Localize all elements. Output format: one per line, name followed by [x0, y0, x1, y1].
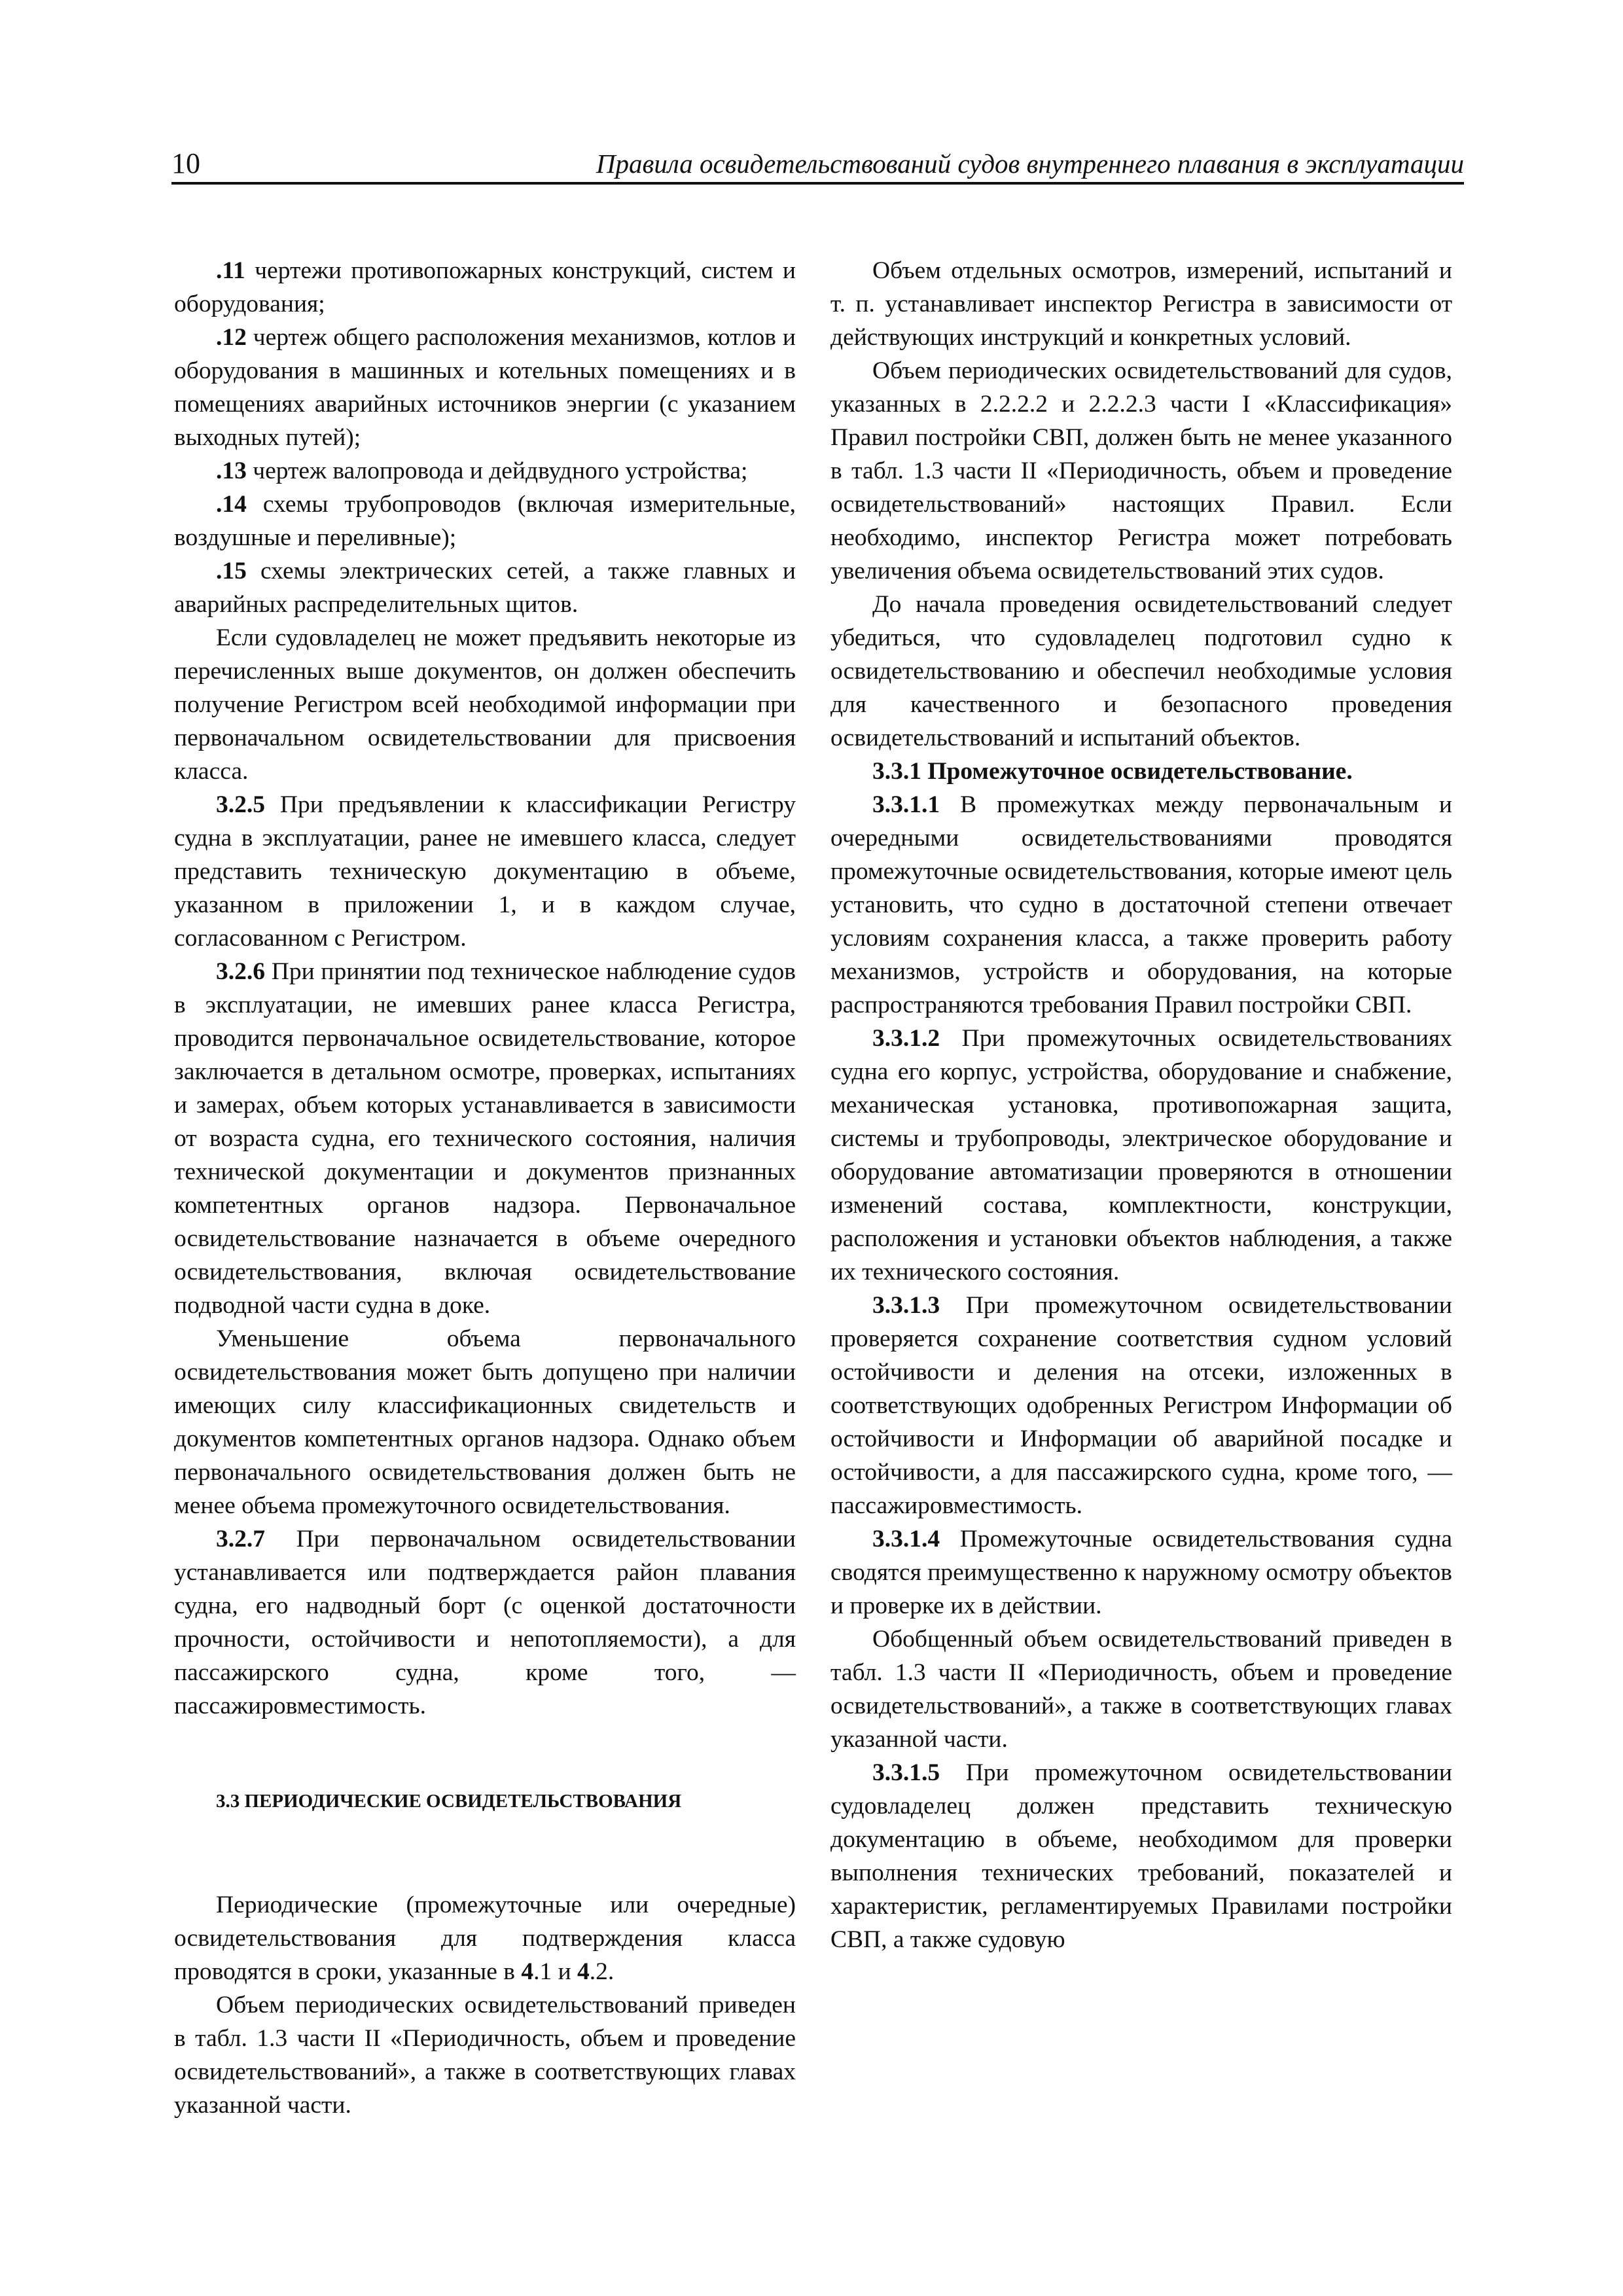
paragraph — [174, 554, 796, 621]
item-number: .12 — [216, 324, 247, 351]
paragraph: Объем отдельных осмотров, измерений, испытаний и т. п. устанавливает инспектор Регистра в зависимости от действующих инструкций и конкретных условий. — [830, 257, 1452, 351]
paragraph-text: При предъявлении к классификации Регистру судна в эксплуатации, ранее не имевшего класса, следует представить техническую документацию в объеме, указанном в приложении 1, и в каждом случае, согласованном с Регистром. — [174, 791, 796, 952]
paragraph — [174, 955, 796, 1322]
paragraph-text: чертежи противопожарных конструкций, систем и оборудования; — [174, 257, 796, 317]
paragraph — [830, 1522, 1452, 1623]
section-heading: 3.3 ПЕРИОДИЧЕСКИЕ ОСВИДЕТЕЛЬСТВОВАНИЯ — [216, 1791, 682, 1812]
paragraph: До начала проведения освидетельствований следует убедиться, что судовладелец подготовил судно к освидетельствованию и обеспечил необходимые условия для качественного и безопасного проведения освидетельствований и испытаний объектов. — [830, 591, 1452, 751]
paragraph — [174, 488, 796, 554]
paragraph-text: При промежуточном освидетельствовании судовладелец должен представить техническую документацию в объеме, необходимом для проверки выполнения технических требований, показателей и характеристик, регламентируемых Правилами постройки СВП, а также судовую — [830, 1759, 1452, 1953]
paragraph — [174, 788, 796, 955]
paragraph — [830, 788, 1452, 1022]
section-reference: 4 — [521, 1958, 534, 1985]
paragraph-text: В промежутках между первоначальным и очередными освидетельствованиями проводятся промежуточные освидетельствования, которые имеют цель установить, что судно в достаточной степени отвечает условиям сохранения класса, а также проверить работу механизмов, устройств и оборудования, на которые распространяются требования Правил постройки СВП. — [830, 791, 1452, 1018]
paragraph-text: При промежуточном освидетельствовании проверяется сохранение соответствия судном условий остойчивости и деления на отсеки, изложенных в соответствующих одобренных Регистром Информации об остойчивости и Информации об аварийной посадке и остойчивости, а для пассажирского судна, кроме того, — пассажировместимость. — [830, 1292, 1452, 1519]
page-header — [171, 145, 1464, 185]
running-title: Правила освидетельствований судов внутреннего плавания в эксплуатации — [596, 149, 1464, 179]
clause-number: 3.3.1.2 — [872, 1025, 940, 1052]
paragraph-text: схемы электрических сетей, а также главных и аварийных распределительных щитов. — [174, 558, 796, 618]
paragraph — [174, 454, 796, 488]
subsection-title: 3.3.1 Промежуточное освидетельствование. — [872, 758, 1353, 785]
paragraph — [830, 1289, 1452, 1522]
item-number: .14 — [216, 491, 247, 518]
paragraph-text: .1 и — [533, 1958, 578, 1985]
paragraph — [830, 1756, 1452, 1956]
paragraph — [830, 1022, 1452, 1289]
item-number: .13 — [216, 457, 247, 484]
paragraph — [174, 1522, 796, 1723]
paragraph-text: Периодические (промежуточные или очередные) освидетельствования для подтверждения класса проводятся в сроки, указанные в — [174, 1892, 796, 1985]
paragraph — [174, 1888, 796, 1988]
paragraph-text: чертеж валопровода и дейдвудного устройства; — [246, 457, 748, 484]
clause-number: 3.3.1.1 — [872, 791, 940, 818]
item-number: .15 — [216, 558, 247, 584]
paragraph: Уменьшение объема первоначального освидетельствования может быть допущено при наличии имеющих силу классификационных свидетельств и документов компетентных органов надзора. Однако объем первоначального освидетельствования должен быть не менее объема промежуточного освидетельствования. — [174, 1325, 796, 1519]
paragraph: Объем периодических освидетельствований приведен в табл. 1.3 части II «Периодичность, объем и проведение освидетельствований», а также в соответствующих главах указанной части. — [174, 1992, 796, 2119]
clause-number: 3.3.1.5 — [872, 1759, 940, 1786]
paragraph-text: схемы трубопроводов (включая измерительные, воздушные и переливные); — [174, 491, 796, 551]
paragraph-text: При первоначальном освидетельствовании устанавливается или подтверждается район плавания судна, его надводный борт (с оценкой достаточности прочности, остойчивости и непотопляемости), а для пассажирского судна, кроме того, — пассажировместимость. — [174, 1526, 796, 1719]
item-number: .11 — [216, 257, 245, 284]
paragraph-text: При принятии под техническое наблюдение судов в эксплуатации, не имевших ранее класса Регистра, проводится первоначальное освидетельствование, которое заключается в детальном осмотре, проверках, испытаниях и замерах, объем которых устанавливается в зависимости от возраста судна, его технического состояния, наличия технической документации и документов признанных компетентных органов надзора. Первоначальное освидетельствование назначается в объеме очередного освидетельствования, включая освидетельствование подводной части судна в доке. — [174, 958, 796, 1319]
paragraph-text: Промежуточные освидетельствования судна сводятся преимущественно к наружному осмотру объектов и проверке их в действии. — [830, 1526, 1452, 1619]
clause-number: 3.3.1.4 — [872, 1526, 940, 1552]
paragraph: Объем периодических освидетельствований для судов, указанных в 2.2.2.2 и 2.2.2.3 части I «Классификация» Правил постройки СВП, должен быть не менее указанного в табл. 1.3 части II «Периодичность, объем и проведение освидетельствований» настоящих Правил. Если необходимо, инспектор Регистра может потребовать увеличения объема освидетельствований этих судов. — [830, 357, 1452, 584]
clause-number: 3.2.5 — [216, 791, 265, 818]
paragraph-text: При промежуточных освидетельствованиях судна его корпус, устройства, оборудование и снабжение, механическая установка, противопожарная защита, системы и трубопроводы, электрическое оборудование и оборудование автоматизации проверяются в отношении изменений состава, комплектности, конструкции, расположения и установки объектов наблюдения, а также их технического состояния. — [830, 1025, 1452, 1285]
clause-number: 3.2.6 — [216, 958, 265, 985]
left-column — [174, 254, 796, 2122]
right-column — [830, 254, 1452, 1956]
paragraph-text: .2. — [589, 1958, 615, 1985]
paragraph: Обобщенный объем освидетельствований приведен в табл. 1.3 части II «Периодичность, объем и проведение освидетельствований», а также в соответствующих главах указанной части. — [830, 1626, 1452, 1753]
clause-number: 3.3.1.3 — [872, 1292, 940, 1319]
section-reference: 4 — [577, 1958, 590, 1985]
clause-number: 3.2.7 — [216, 1526, 265, 1552]
paragraph — [174, 321, 796, 454]
paragraph-text: чертеж общего расположения механизмов, котлов и оборудования в машинных и котельных помещениях и в помещениях аварийных источников энергии (с указанием выходных путей); — [174, 324, 796, 451]
paragraph — [174, 254, 796, 321]
paragraph: Если судовладелец не может предъявить некоторые из перечисленных выше документов, он должен обеспечить получение Регистром всей необходимой информации при первоначальном освидетельствовании для присвоения класса. — [174, 624, 796, 785]
page-number: 10 — [171, 147, 200, 179]
